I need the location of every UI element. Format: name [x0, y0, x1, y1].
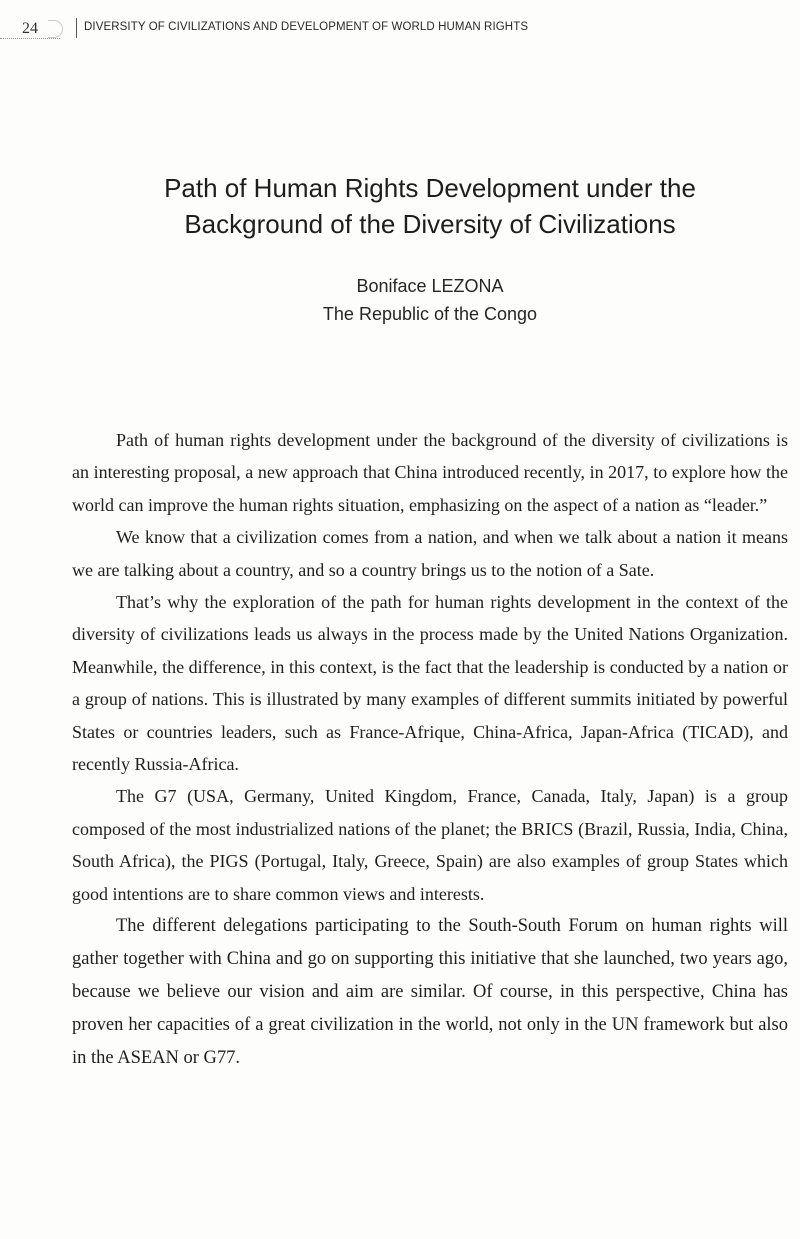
- article-title-line-2: Background of the Diversity of Civilizations: [184, 209, 676, 239]
- article-title-line-1: Path of Human Rights Development under the: [164, 173, 696, 203]
- header-divider: [76, 18, 77, 38]
- author-name: Boniface LEZONA: [356, 276, 504, 296]
- paragraph: Path of human rights development under the background of the diversity of civilizations is an interesting proposal, a new approach that China introduced recently, in 2017, to explore how the world can improve the human rights situation, emphasizing on the aspect of a nation as “leader.”: [72, 430, 788, 515]
- paragraph: The G7 (USA, Germany, United Kingdom, France, Canada, Italy, Japan) is a group composed of the most industrialized nations of the planet; the BRICS (Brazil, Russia, India, China, South Africa), the PIGS (Portugal, Italy, Greece, Spain) are also examples of group States which good intentions are to share common views and interests.: [72, 786, 788, 904]
- running-title: DIVERSITY OF CIVILIZATIONS AND DEVELOPMENT OF WORLD HUMAN RIGHTS: [84, 21, 529, 33]
- folio-tab-mark: [48, 20, 63, 38]
- folio-rule: [0, 38, 60, 39]
- paragraph: That’s why the exploration of the path for human rights development in the context of the diversity of civilizations leads us always in the process made by the United Nations Organization. Meanwhile, the difference, in this context, is the fact that the leadership is conducted by a nation or a group of nations. This is illustrated by many examples of different summits initiated by powerful States or countries leaders, such as France-Afrique, China-Africa, Japan-Africa (TICAD), and recently Russia-Africa.: [72, 592, 788, 775]
- page-number: 24: [22, 20, 38, 37]
- author-affiliation: The Republic of the Congo: [322, 304, 538, 324]
- article-body: [72, 424, 788, 1075]
- paragraph: We know that a civilization comes from a nation, and when we talk about a nation it means we are talking about a country, and so a country brings us to the notion of a Sate.: [72, 527, 788, 580]
- paragraph: The different delegations participating to the South-South Forum on human rights will gather together with China and go on supporting this initiative that she launched, two years ago, because we believe our vision and aim are similar. Of course, in this perspective, China has proven her capacities of a great civilization in the world, not only in the UN framework but also in the ASEAN or G77.: [72, 916, 788, 1069]
- article-title: [60, 170, 800, 242]
- running-header: [0, 12, 800, 46]
- author-block: [60, 272, 800, 328]
